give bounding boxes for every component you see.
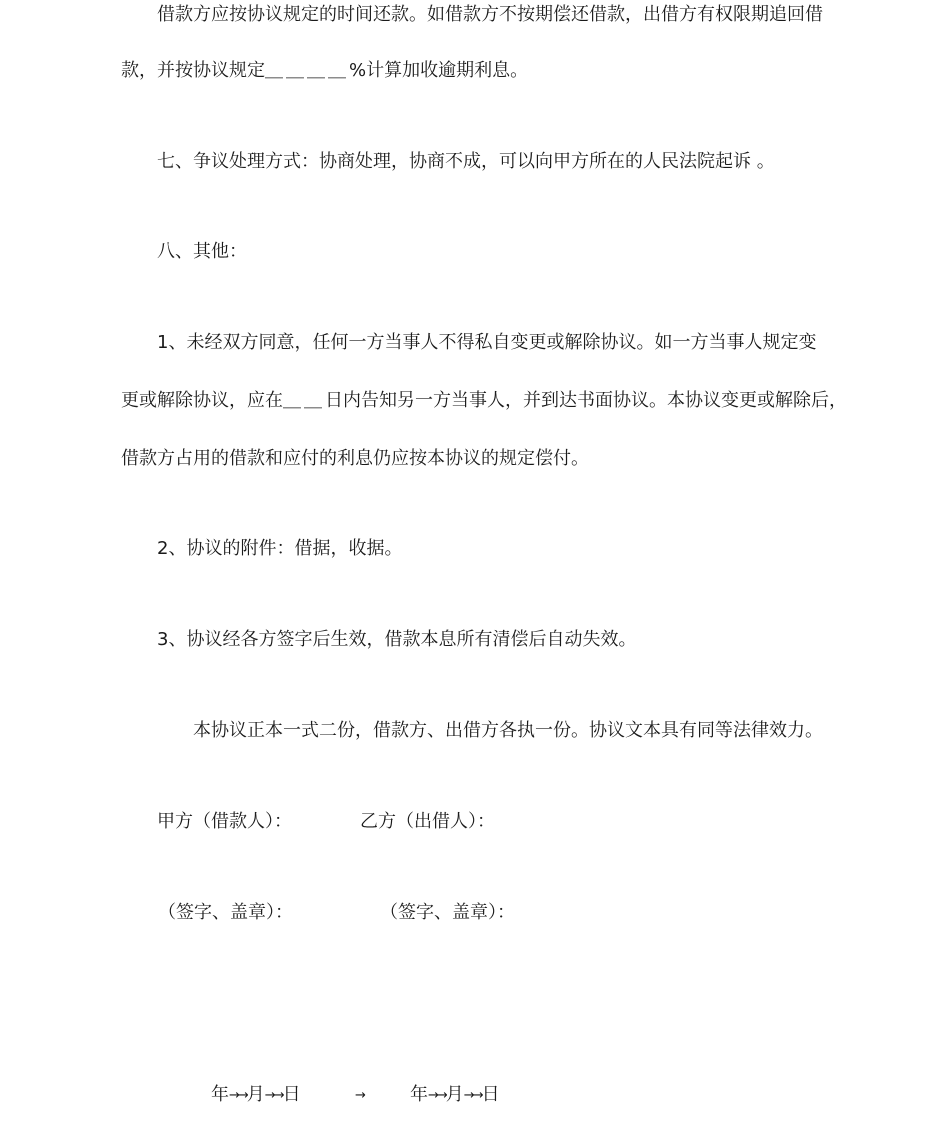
modification-text-b: 日内告知另一方当事人，并到达书面协议。本协议变更或解除后， — [325, 390, 847, 411]
date-day-a: 日 — [282, 1084, 301, 1105]
paragraph-copies: 本协议正本一式二份，借款方、出借方各执一份。协议文本具有同等法律效力。 — [193, 720, 823, 741]
signature-seal-a-label: （签字、盖章）： — [158, 902, 293, 923]
section-heading-other: 八、其他： — [157, 241, 247, 262]
paragraph-modification-line-1: 1、未经双方同意，任何一方当事人不得私自变更或解除协议。如一方当事人规定变 — [157, 332, 817, 353]
paragraph-attachments: 2、协议的附件：借据，收据。 — [157, 538, 403, 559]
paragraph-dispute-resolution: 七、争议处理方式：协商处理，协商不成，可以向甲方所在的人民法院起诉 。 — [157, 151, 775, 172]
paragraph-repayment-line-2 — [121, 59, 528, 83]
date-year-b: 年 — [410, 1084, 428, 1105]
repayment-text-a: 款，并按协议规定 — [121, 60, 265, 81]
date-year-a: 年 — [211, 1084, 229, 1105]
party-b-label: 乙方（出借人）： — [360, 811, 495, 832]
tab-arrow-icon: → — [355, 1088, 364, 1103]
signature-seal-b-label: （签字、盖章）： — [380, 902, 515, 923]
date-month-b: 月 — [445, 1084, 464, 1105]
tab-arrow-icon: →→ — [463, 1088, 482, 1103]
notice-days-blank: ＿＿ — [283, 390, 325, 411]
date-line-party-a — [211, 1083, 301, 1108]
date-line-party-b — [410, 1083, 500, 1108]
paragraph-modification-line-2 — [121, 389, 847, 413]
interest-rate-blank: ＿＿＿＿ — [265, 60, 349, 81]
tab-arrow-icon: →→ — [264, 1088, 283, 1103]
paragraph-repayment-line-1: 借款方应按协议规定的时间还款。如借款方不按期偿还借款，出借方有权限期追回借 — [157, 4, 823, 25]
party-a-label: 甲方（借款人）： — [157, 811, 292, 832]
date-month-a: 月 — [246, 1084, 265, 1105]
tab-arrow-icon: →→ — [428, 1088, 446, 1103]
tab-arrow-icon: →→ — [229, 1088, 247, 1103]
paragraph-effectiveness: 3、协议经各方签字后生效，借款本息所有清偿后自动失效。 — [157, 629, 637, 650]
repayment-text-b: %计算加收逾期利息。 — [349, 60, 529, 81]
date-day-b: 日 — [481, 1084, 500, 1105]
modification-text-a: 更或解除协议，应在 — [121, 390, 283, 411]
paragraph-modification-line-3: 借款方占用的借款和应付的利息仍应按本协议的规定偿付。 — [121, 448, 589, 469]
